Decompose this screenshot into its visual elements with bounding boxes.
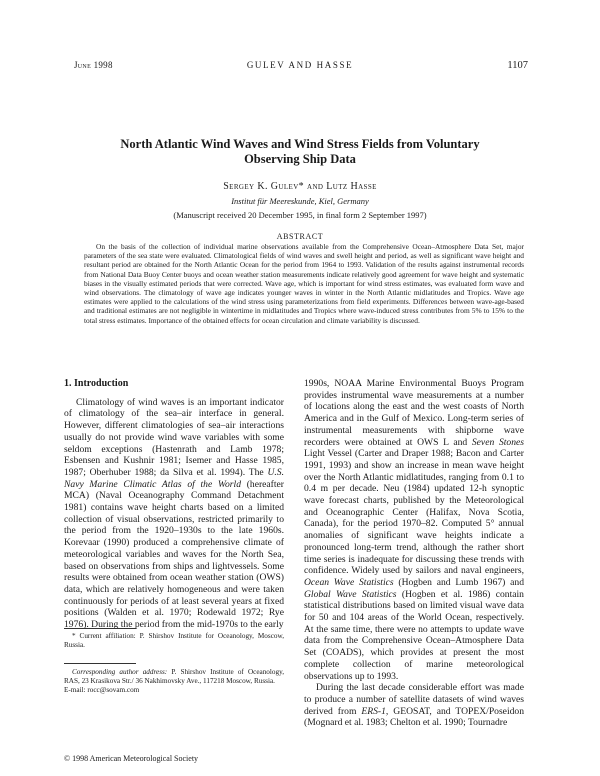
text-run: GEOSAT, and TOPEX/Poseidon (Mognard et al. 1983; Chelton et al. 1990; Tournadre (304, 705, 524, 729)
text-run: Light Vessel (Carter and Draper 1988; Bacon and Carter 1991, 1993) and show an increase in mean wave height over the North Atlantic midlatitudes, ranging from 0.1 to 0.4 m per decade. Neu (1984) updated 12-h synoptic wave forecast charts, published by the Meteorological and Oceanographic Center (Halifax, Nova Scotia, Canada), for the period 1970–82. Computed 5° annual anomalies of significant wave heights indicate a pronounced long-term trend, although the rather short time series is inadequate for discussing these trends with confidence. Widely used by sailors and naval engineers, (304, 448, 524, 577)
book-title: Ocean Wave Statistics (304, 576, 394, 588)
text-run: (hereafter MCA) (Naval Oceanography Command Detachment 1981) contains wave height charts based on a limited collection of visual observations, restricted primarily to the period from the 1920–1930s to the late 1960s. Korevaar (1990) produced a comprehensive climate of meteorological variables and waves for the North Sea, based on observations from ships and lightvessels. Some results were obtained from ocean weather station (OWS) data, which are relatively homogeneous and were taken continuously for periods of at least several years at fixed positions (Walden et al. 1970; Rodewald 1972; Rye 1976). During the period from the mid-1970s to the early (64, 478, 284, 631)
footnote-divider (64, 628, 136, 629)
text-run: 1990s, NOAA Marine Environmental Buoys Program provides instrumental wave measurements at a number of locations along the east and the west coasts of North America and in the Gulf of Mexico. Long-term series of instrumental measurements with shipborne wave recorders were obtained at OWS L and (304, 378, 524, 448)
text-run: During the last decade considerable effort was made to produce a number of satellite datasets of wind waves derived from (304, 682, 524, 717)
right-column (304, 378, 524, 729)
text-run: Climatology of wind waves is an important indicator of climatology of the sea–air interface in general. However, different climatologies of sea–air interactions usually do not provide wind wave variables with some seldom exceptions (Hastenrath and Lamb 1978; Esbensen and Kushnir 1981; Isemer and Hasse 1985, 1987; Oberhuber 1988; da Silva et al. 1994). The (64, 396, 284, 478)
footnote-divider (64, 663, 136, 664)
running-header-authors: GULEV AND HASSE (246, 60, 354, 70)
section-heading: 1. Introduction (64, 378, 129, 389)
intro-paragraph-1-continued (304, 378, 524, 682)
text-run: (Hogben et al. 1986) contain statistical distributions based on limited visual wave data for 50 and 104 areas of the World Ocean, respectively. At the same time, there were no attempts to update wave data from the Comprehensive Ocean–Atmosphere Data Set (COADS), which provides at present the most complete collection of marine meteorological observations up to 1993. (304, 588, 524, 682)
footnote-text: P. Shirshov Institute of Oceanology, RAS, 23 Krasikova Str./ 36 Nakhimovsky Ave., 117218 Moscow, Russia. (64, 668, 285, 685)
running-header-date: June 1998 (74, 60, 113, 70)
page-number: 1107 (507, 60, 528, 71)
author-affiliation: Institut für Meereskunde, Kiel, Germany (231, 196, 369, 206)
corresponding-author-footnote (64, 668, 284, 695)
copyright-notice: © 1998 American Meteorological Society (64, 754, 199, 763)
footnote-label: Corresponding author address: (72, 668, 168, 676)
satellite-name: ERS-1, (361, 705, 389, 717)
author-email: E-mail: rocc@sovam.com (64, 686, 140, 694)
affiliation-footnote: * Current affiliation: P. Shirshov Institute for Oceanology, Moscow, Russia. (64, 632, 284, 649)
intro-paragraph-2 (304, 682, 524, 729)
intro-paragraph-1 (64, 397, 284, 631)
text-run: (Hogben and Lumb 1967) and (393, 576, 524, 588)
manuscript-dates: (Manuscript received 20 December 1995, in final form 2 September 1997) (173, 210, 427, 220)
abstract-heading: ABSTRACT (276, 232, 324, 241)
abstract-text: On the basis of the collection of individual marine observations available from the Comprehensive Ocean–Atmosphere Data Set, major parameters of the sea state were evaluated. Climatological fields of wind waves and swell height and period, as well as significant wave height and resultant period are obtained for the North Atlantic Ocean for the period from 1964 to 1993. Validation of the results against instrumental records from National Data Buoy Center buoys and ocean weather station measurements indicate relatively good agreement for wave height and systematic biases in the visually estimated periods that were corrected. Wave age, which is important for wind stress estimates, was evaluated form wave and wind observations. The climatology of wave age indicates younger waves in winter in the North Atlantic midlatitudes and Tropics. Wave age estimates were applied to the calculations of the wind stress using parameterizations from field experiments. Differences between wave-age-based and traditional estimates are not negligible in wintertime in midlatitudes and Tropics where wave-induced stress contributes from 5% to 15% to the total stress estimates. Importance of the obtained effects for ocean circulation and climate variability is discussed. (84, 242, 524, 325)
book-title: Global Wave Statistics (304, 588, 397, 600)
atlas-title: U.S. Navy Marine Climatic Atlas of the World (64, 466, 284, 490)
author-list: Sergey K. Gulev* and Lutz Hasse (223, 181, 377, 192)
left-column (64, 378, 284, 631)
vessel-name: Seven Stones (471, 436, 524, 448)
paper-title: North Atlantic Wind Waves and Wind Stress Fields from Voluntary Observing Ship Data (120, 137, 480, 166)
